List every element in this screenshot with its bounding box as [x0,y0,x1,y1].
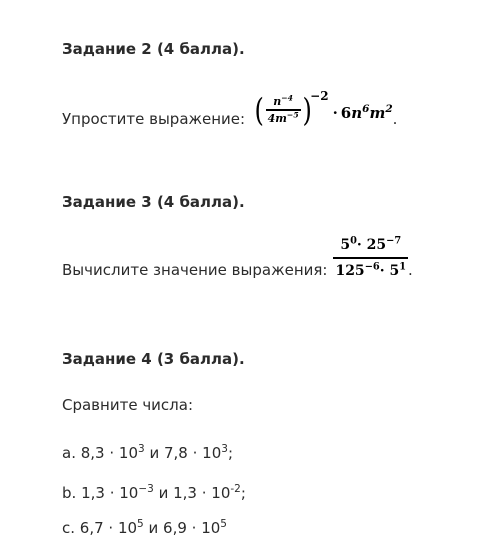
task2-period: . [392,110,398,128]
task4-title: Задание 4 (3 балла). [62,350,245,368]
task2-monomial: $6n^6m^2$ [340,103,393,122]
task3-period: . [408,261,413,279]
task3-title: Задание 3 (4 балла). [62,193,245,211]
task4-prompt: Сравните числа: [62,396,194,414]
task4-item-c: c. $6,7 \cdot 10^5$ и $6,9 \cdot 10^5$ [62,518,227,537]
task3-fraction [333,237,408,278]
task3-row [62,228,413,288]
task4-item-b: b. $1,3 \cdot 10^{-3}$ и $1,3 \cdot 10^{-2}$; [62,483,246,502]
task2-multiply: · [332,104,338,122]
task2-left-paren: ( [254,91,265,129]
task3-prompt: Вычислите значение выражения: [62,261,328,279]
task2-right-paren: ) [302,91,312,129]
task3-fraction-denominator: $125^{-6}\cdot 5^1$ [335,260,407,279]
task3-fraction-numerator: $5^0\cdot 25^{-7}$ [340,235,402,254]
task2-title: Задание 2 (4 балла). [62,40,245,58]
task2-outer-exponent: −2 [310,89,329,103]
task2-fraction [266,95,301,124]
task2-prompt: Упростите выражение: [62,110,246,128]
task4-item-a: a. $8,3 \cdot 10^3$ и $7,8 \cdot 10^3$; [62,443,233,462]
task2-fraction-numerator: $n^{-4}$ [273,93,294,109]
task2-fraction-denominator: $4m^{-5}$ [267,109,299,125]
task2-row [62,80,397,140]
